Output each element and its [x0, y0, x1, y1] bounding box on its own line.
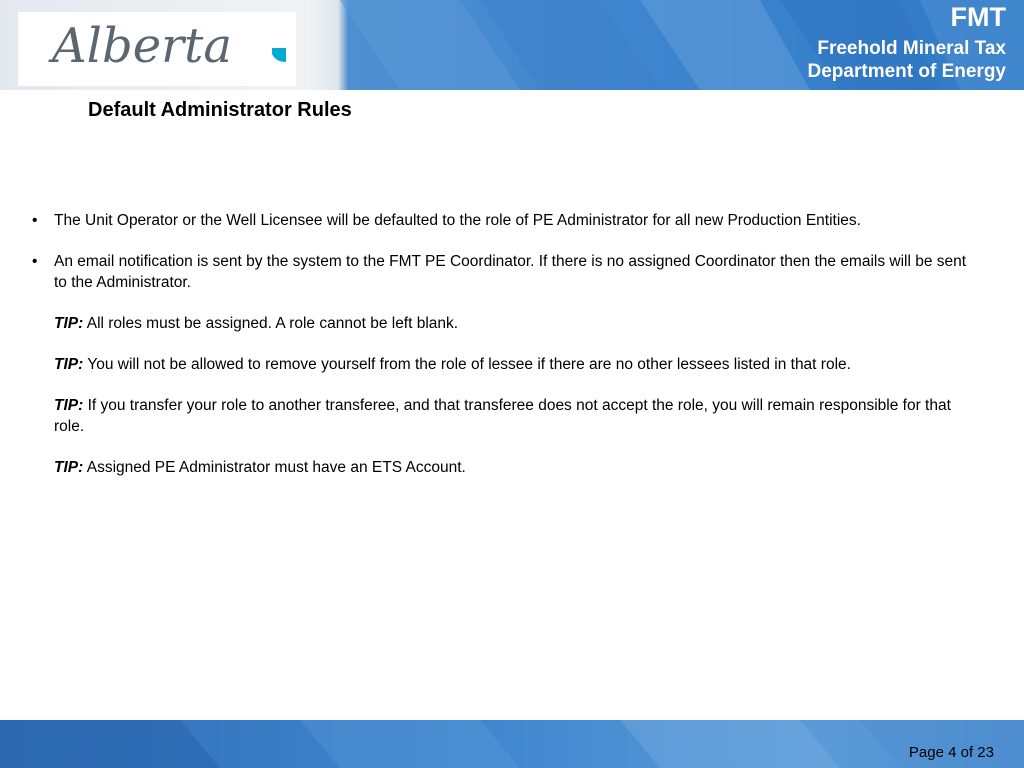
tip-text: You will not be allowed to remove yourself from the role of lessee if there are no other lessees listed in that role.	[83, 356, 851, 373]
tip-label: TIP:	[54, 459, 84, 476]
tip-item	[32, 457, 982, 478]
slide-content	[32, 210, 982, 498]
tip-text: All roles must be assigned. A role cannot be left blank.	[83, 315, 459, 332]
footer-stripes-decoration	[0, 720, 1024, 768]
bullet-item	[32, 251, 982, 293]
tip-label: TIP:	[54, 315, 84, 332]
bullet-text: The Unit Operator or the Well Licensee will be defaulted to the role of PE Administrator for all new Production Entities.	[54, 212, 861, 229]
tip-item	[32, 313, 982, 334]
page-number: Page 4 of 23	[908, 744, 994, 761]
fmt-acronym: FMT	[950, 2, 1006, 32]
department-name: Department of Energy	[807, 61, 1006, 82]
tip-label: TIP:	[54, 397, 84, 414]
alberta-logo	[40, 4, 300, 84]
bullet-text: An email notification is sent by the system to the FMT PE Coordinator. If there is no assigned Coordinator then the emails will be sent to the Administrator.	[54, 253, 967, 291]
tip-label: TIP:	[54, 356, 84, 373]
bullet-item	[32, 210, 982, 231]
tip-item	[32, 395, 982, 437]
tip-text: If you transfer your role to another transferee, and that transferee does not accept the role, you will remain responsible for that role.	[54, 397, 951, 435]
bullet-symbol: •	[32, 253, 38, 270]
header-banner	[0, 0, 1024, 90]
page-title: Default Administrator Rules	[88, 99, 352, 121]
tip-text: Assigned PE Administrator must have an ETS Account.	[83, 459, 466, 476]
department-branding	[808, 4, 1006, 81]
program-name: Freehold Mineral Tax	[817, 38, 1006, 59]
footer-banner	[0, 720, 1024, 768]
svg-text:Alberta: Alberta	[52, 18, 232, 74]
bullet-symbol: •	[32, 212, 38, 229]
tip-item	[32, 354, 982, 375]
